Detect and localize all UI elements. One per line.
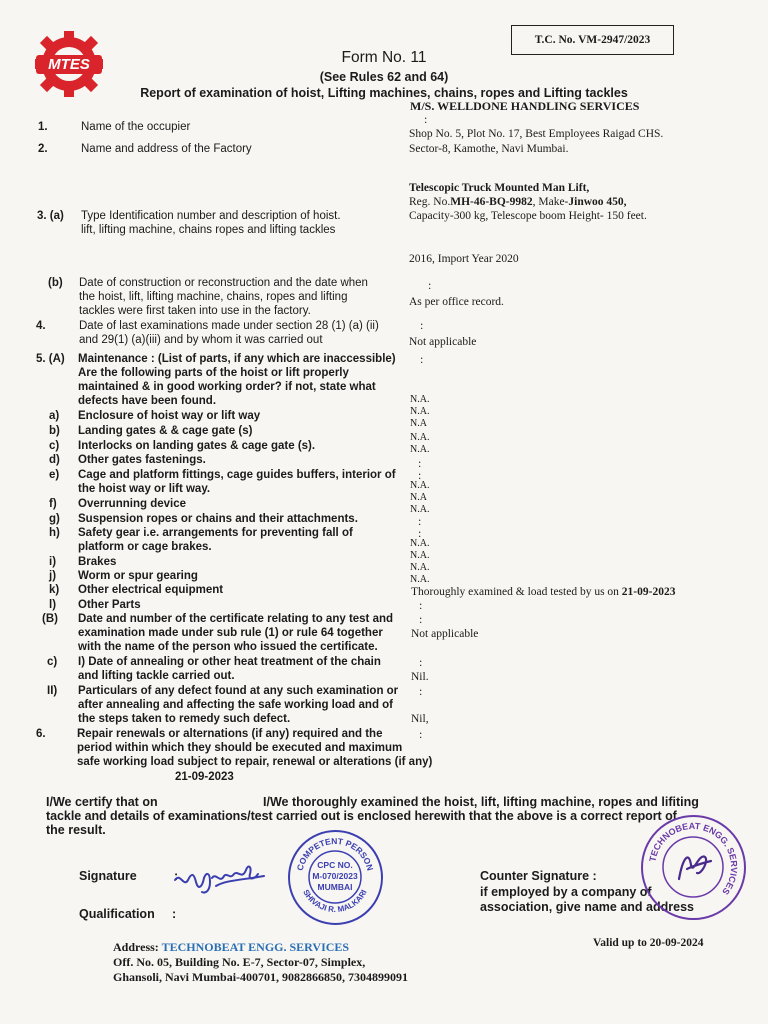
make-prefix: , Make- [532, 196, 569, 208]
footer-address-line1 [113, 940, 349, 955]
other-electrical-value [411, 585, 675, 599]
item-label: Other Parts [78, 599, 141, 611]
item-label: Safety gear i.e. arrangements for preventing fall of platform or cage brakes. [78, 527, 353, 553]
item-label: Overrunning device [78, 498, 187, 510]
colon: : [420, 318, 424, 332]
last-exam-by-value: Not applicable [409, 336, 477, 348]
item-number: 5. (A) [36, 353, 65, 365]
value-k: N.A. [410, 562, 430, 573]
colon: : [419, 598, 423, 612]
item-label: Date and number of the certificate relating to any test and examination made under sub rule (1) or rule 64 together with the name of the person who issued the certificate. [78, 613, 394, 653]
company-stamp [641, 815, 746, 920]
item-number: 1. [38, 121, 48, 133]
item-number: a) [49, 410, 60, 422]
signature-label: Signature [79, 869, 137, 883]
competent-person-stamp [288, 830, 383, 925]
reg-number: MH-46-BQ-9982 [450, 196, 533, 208]
item-label: Repair renewals or alternations (if any) required and the period within which they should be executed and maximum safe working load subject to repair, renewal or alterations (if any) [77, 728, 433, 768]
item-number: (B) [42, 613, 58, 625]
stamp-ring-top: COMPETENT PERSON [294, 835, 376, 872]
factory-address-line1: Shop No. 5, Plot No. 17, Best Employees Raigad CHS. [409, 128, 664, 140]
qualification-label: Qualification [79, 907, 155, 921]
value-d: N.A. [410, 432, 430, 443]
tested-prefix: Thoroughly examined & load tested by us on [411, 586, 622, 598]
item-number: 3. (a) [37, 210, 64, 222]
rules-reference: (See Rules 62 and 64) [319, 70, 449, 84]
item-label: Date of last examinations made under section 28 (1) (a) (ii) and 29(1) (a)(iii) and by whom it was carried out [79, 320, 379, 346]
item-number: b) [49, 425, 60, 437]
certificate-value: Not applicable [411, 628, 479, 640]
counter-signature-line2: if employed by a company of [480, 885, 652, 899]
handwritten-signature [172, 850, 272, 900]
value-h: N.A. [410, 504, 430, 515]
item-number: e) [49, 469, 60, 481]
address-label: Address: [113, 940, 162, 954]
equipment-registration [409, 195, 627, 209]
item-number: 2. [38, 143, 48, 155]
colon: : [420, 352, 424, 366]
form-number: Form No. 11 [341, 49, 427, 66]
item-label: Brakes [78, 556, 117, 568]
value-g: N.A [410, 492, 427, 503]
last-exam-value: As per office record. [409, 296, 504, 308]
construction-year: 2016, Import Year 2020 [409, 253, 519, 265]
certify-line3: the result. [46, 823, 106, 837]
item-label: I) Date of annealing or other heat treatment of the chain and lifting tackle carried out. [78, 656, 381, 682]
stamp-center-1: CPC NO. [317, 860, 353, 870]
colon: : [424, 112, 428, 126]
annealing-value: Nil. [411, 671, 429, 683]
colon: : [418, 514, 422, 528]
valid-up-to: Valid up to 20-09-2024 [593, 937, 704, 949]
colon: : [419, 727, 423, 741]
certify-line1-b: I/We thoroughly examined the hoist, lift, lifting machine, ropes and lifiting [263, 795, 699, 809]
item-number: j) [49, 570, 57, 582]
tested-date: 21-09-2023 [621, 586, 676, 598]
qualification-colon: : [172, 907, 177, 921]
value-c: N.A [410, 418, 427, 429]
tc-number-box: T.C. No. VM-2947/2023 [511, 25, 674, 55]
item-number: l) [49, 599, 57, 611]
repair-date: 21-09-2023 [175, 771, 234, 783]
value-i: N.A. [410, 538, 430, 549]
item-label: Type Identification number and description of hoist. lift, lifting machine, chains ropes and lifting tackles [81, 210, 341, 236]
item-label: Landing gates & & cage gate (s) [78, 425, 253, 437]
occupier-name: M/S. WELLDONE HANDLING SERVICES [410, 99, 640, 113]
value-b: N.A. [410, 406, 430, 417]
certify-line2: tackle and details of examinations/test carried out is enclosed herewith that the above is a correct report of [46, 809, 677, 823]
footer-address-line3: Ghansoli, Navi Mumbai-400701, 9082866850, 7304899091 [113, 970, 409, 984]
value-l: N.A. [410, 574, 430, 585]
defect-value: Nil, [411, 713, 429, 725]
colon: : [418, 526, 422, 540]
colon: : [419, 684, 423, 698]
reg-prefix: Reg. No. [409, 196, 451, 208]
item-label: Other gates fastenings. [78, 454, 206, 466]
value-a: N.A. [410, 394, 430, 405]
company-name: TECHNOBEAT ENGG. SERVICES [161, 940, 350, 954]
item-number: i) [49, 556, 57, 568]
colon: : [418, 468, 422, 482]
counter-signature-label: Counter Signature : [480, 869, 597, 883]
value-f: N.A. [410, 480, 430, 491]
item-label: Date of construction or reconstruction and the date when the hoist, lift, lifting machine, chains, ropes and lifting tackles were first taken into use in the factory. [79, 277, 368, 317]
item-number: (b) [48, 277, 63, 289]
item-number: d) [49, 454, 60, 466]
item-number: f) [49, 498, 57, 510]
counter-signature-line3: association, give name and address [480, 900, 694, 914]
equipment-title: Telescopic Truck Mounted Man Lift, [409, 182, 590, 194]
item-label: Worm or spur gearing [78, 570, 198, 582]
value-e: N.A. [410, 444, 430, 455]
item-number: c) [47, 656, 58, 668]
company-stamp-ring: TECHNOBEAT ENGG. SERVICES [647, 820, 740, 897]
footer-address-line2: Off. No. 05, Building No. E-7, Sector-07, Simplex, [113, 955, 366, 969]
svg-text:TECHNOBEAT ENGG. SERVICES [647, 821, 739, 897]
item-number: h) [49, 527, 60, 539]
colon: : [418, 456, 422, 470]
stamp-center-3: MUMBAI [317, 882, 353, 892]
certify-line1-a: I/We certify that on [46, 795, 158, 809]
item-label: Name and address of the Factory [81, 143, 252, 155]
item-label: Particulars of any defect found at any such examination or after annealing and affecting the safe working load and of the steps taken to remedy such defect. [78, 685, 399, 725]
factory-address-line2: Sector-8, Kamothe, Navi Mumbai. [409, 143, 569, 155]
report-title: Report of examination of hoist, Lifting machines, chains, ropes and Lifting tackles [140, 86, 628, 100]
svg-text:SHIVAJI R. MALKARI [301, 888, 368, 914]
colon: : [419, 655, 423, 669]
value-j: N.A. [410, 550, 430, 561]
item-number: k) [49, 584, 60, 596]
logo-text: MTES [48, 56, 90, 73]
stamp-ring-bottom: SHIVAJI R. MALKARI [301, 888, 369, 915]
stamp-center-2: M-070/2023 [312, 871, 358, 881]
make-value: Jinwoo 450, [568, 196, 627, 208]
colon: : [428, 278, 432, 292]
item-label: Other electrical equipment [78, 584, 224, 596]
item-number: II) [47, 685, 58, 697]
item-label: Name of the occupier [81, 121, 191, 133]
item-number: c) [49, 440, 60, 452]
item-label: Maintenance : (List of parts, if any which are inaccessible) Are the following parts of the hoist or lift properly maintained & in good working order? if not, state what defects have been found. [78, 353, 396, 407]
item-label: Interlocks on landing gates & cage gate (s). [78, 440, 316, 452]
colon: : [419, 612, 423, 626]
signature-colon: : [174, 869, 179, 883]
item-label: Enclosure of hoist way or lift way [78, 410, 261, 422]
item-number: 6. [36, 728, 46, 740]
item-number: 4. [36, 320, 46, 332]
item-number: g) [49, 513, 60, 525]
item-label: Suspension ropes or chains and their attachments. [78, 513, 358, 525]
item-label: Cage and platform fittings, cage guides buffers, interior of the hoist way or lift way. [78, 469, 396, 495]
equipment-capacity: Capacity-300 kg, Telescope boom Height- 150 feet. [409, 210, 647, 222]
